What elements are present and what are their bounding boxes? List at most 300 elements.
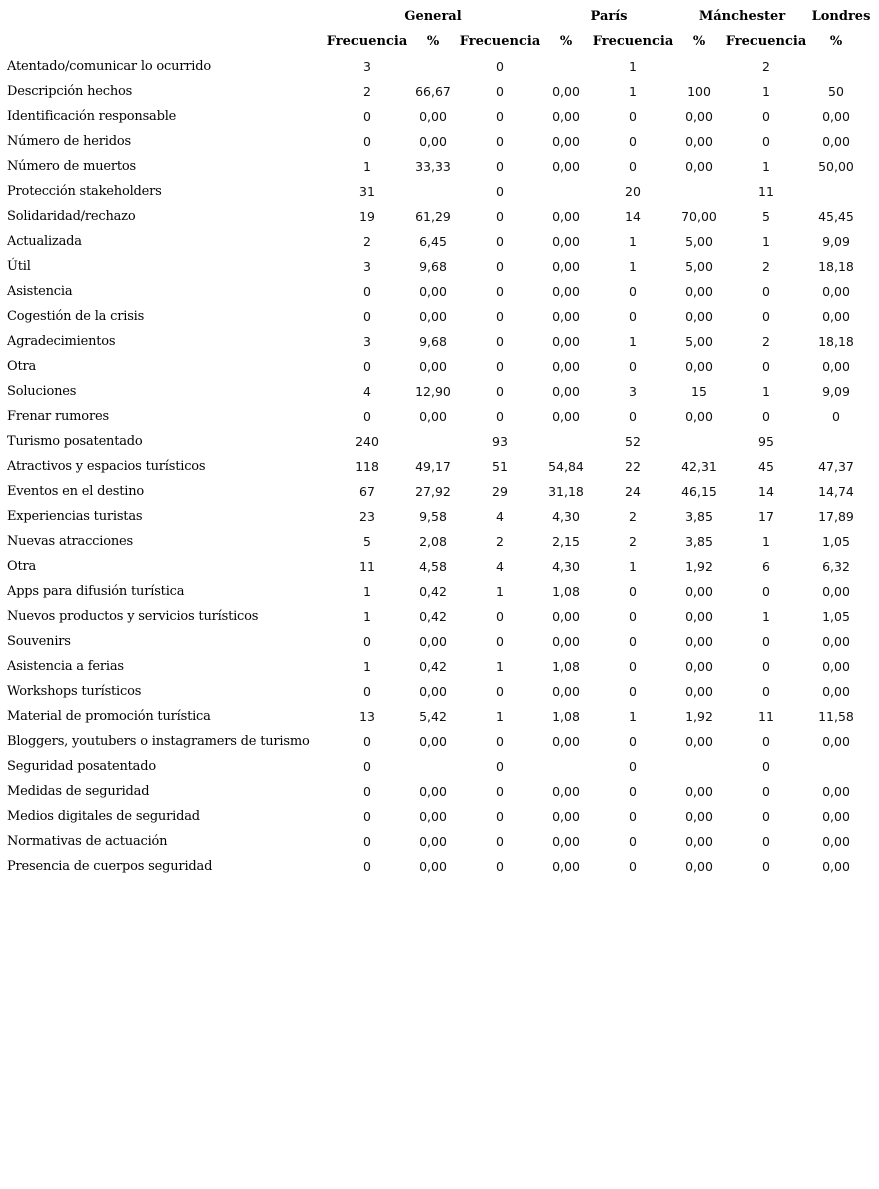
frequency-cell: 0 bbox=[363, 309, 371, 324]
group-header: Mánchester bbox=[698, 9, 786, 24]
row-label: Soluciones bbox=[7, 384, 77, 399]
frequency-cell: 0 bbox=[363, 634, 371, 649]
frequency-cell: 0 bbox=[363, 809, 371, 824]
frequency-cell: 31 bbox=[359, 184, 375, 199]
percent-cell: 0,00 bbox=[822, 309, 850, 324]
table-row bbox=[0, 684, 879, 709]
percent-cell: 9,09 bbox=[822, 384, 850, 399]
frequency-cell: 24 bbox=[625, 484, 641, 499]
frequency-cell: 0 bbox=[363, 784, 371, 799]
frequency-cell: 0 bbox=[363, 684, 371, 699]
table-row bbox=[0, 209, 879, 234]
frequency-cell: 51 bbox=[492, 459, 508, 474]
frequency-cell: 93 bbox=[492, 434, 508, 449]
percent-cell: 0,00 bbox=[685, 684, 713, 699]
percent-cell: 0,00 bbox=[685, 109, 713, 124]
frequency-cell: 0 bbox=[363, 834, 371, 849]
percent-cell: 0,00 bbox=[822, 809, 850, 824]
percent-cell: 100 bbox=[687, 84, 711, 99]
frequency-cell: 1 bbox=[496, 584, 504, 599]
frequency-cell: 0 bbox=[496, 609, 504, 624]
table-row bbox=[0, 134, 879, 159]
frequency-cell: 0 bbox=[629, 584, 637, 599]
frequency-cell: 0 bbox=[363, 359, 371, 374]
percent-cell: 0,00 bbox=[822, 134, 850, 149]
percent-cell: 0,00 bbox=[685, 359, 713, 374]
percent-cell: 0,00 bbox=[419, 309, 447, 324]
frequency-cell: 3 bbox=[629, 384, 637, 399]
row-label: Asistencia bbox=[7, 284, 73, 299]
frequency-cell: 29 bbox=[492, 484, 508, 499]
percent-cell: 0,00 bbox=[552, 284, 580, 299]
row-label: Nuevos productos y servicios turísticos bbox=[7, 609, 259, 624]
row-label: Otra bbox=[7, 359, 37, 374]
row-label: Workshops turísticos bbox=[7, 684, 142, 699]
frequency-cell: 0 bbox=[496, 309, 504, 324]
percent-cell: 0,00 bbox=[419, 784, 447, 799]
row-label: Número de muertos bbox=[7, 159, 137, 174]
row-label: Material de promoción turística bbox=[7, 709, 211, 724]
frequency-cell: 19 bbox=[359, 209, 375, 224]
percent-cell: 1,08 bbox=[552, 584, 580, 599]
frequency-cell: 0 bbox=[496, 759, 504, 774]
column-header: Frecuencia bbox=[725, 34, 807, 49]
percent-cell: 4,30 bbox=[552, 559, 580, 574]
percent-cell: 0,42 bbox=[419, 584, 447, 599]
frequency-cell: 0 bbox=[762, 284, 770, 299]
table-row bbox=[0, 509, 879, 534]
percent-cell: 0,42 bbox=[419, 609, 447, 624]
frequency-cell: 2 bbox=[762, 259, 770, 274]
percent-cell: 18,18 bbox=[818, 334, 854, 349]
frequency-cell: 0 bbox=[496, 384, 504, 399]
frequency-cell: 0 bbox=[762, 859, 770, 874]
frequency-cell: 1 bbox=[762, 84, 770, 99]
frequency-cell: 0 bbox=[496, 259, 504, 274]
table-row bbox=[0, 459, 879, 484]
frequency-cell: 0 bbox=[762, 659, 770, 674]
percent-cell: 11,58 bbox=[818, 709, 854, 724]
percent-cell: 0,00 bbox=[685, 784, 713, 799]
frequency-cell: 1 bbox=[629, 559, 637, 574]
frequency-cell: 3 bbox=[363, 259, 371, 274]
frequency-cell: 0 bbox=[496, 59, 504, 74]
percent-cell: 12,90 bbox=[415, 384, 451, 399]
frequency-cell: 0 bbox=[762, 734, 770, 749]
percent-cell: 1,92 bbox=[685, 559, 713, 574]
row-label: Actualizada bbox=[7, 234, 82, 249]
percent-cell: 1,08 bbox=[552, 709, 580, 724]
frequency-cell: 11 bbox=[758, 709, 774, 724]
percent-cell: 0,00 bbox=[552, 84, 580, 99]
frequency-cell: 0 bbox=[496, 784, 504, 799]
percent-cell: 0,00 bbox=[822, 834, 850, 849]
frequency-cell: 4 bbox=[496, 559, 504, 574]
percent-cell: 0,00 bbox=[419, 134, 447, 149]
percent-cell: 0,00 bbox=[419, 409, 447, 424]
frequency-cell: 11 bbox=[359, 559, 375, 574]
frequency-cell: 95 bbox=[758, 434, 774, 449]
percent-cell: 0,00 bbox=[685, 284, 713, 299]
row-label: Útil bbox=[7, 259, 31, 274]
frequency-cell: 0 bbox=[496, 209, 504, 224]
percent-cell: 0,00 bbox=[822, 859, 850, 874]
percent-cell: 0,00 bbox=[552, 159, 580, 174]
percent-cell: 2,15 bbox=[552, 534, 580, 549]
row-label: Eventos en el destino bbox=[7, 484, 145, 499]
percent-cell: 0,00 bbox=[419, 859, 447, 874]
percent-cell: 0,00 bbox=[419, 109, 447, 124]
percent-cell: 4,30 bbox=[552, 509, 580, 524]
percent-cell: 0,00 bbox=[419, 284, 447, 299]
row-label: Cogestión de la crisis bbox=[7, 309, 145, 324]
percent-cell: 0,00 bbox=[685, 134, 713, 149]
percent-cell: 0,00 bbox=[552, 309, 580, 324]
row-label: Atentado/comunicar lo ocurrido bbox=[7, 59, 211, 74]
percent-cell: 0,00 bbox=[822, 284, 850, 299]
table-row bbox=[0, 609, 879, 634]
frequency-cell: 1 bbox=[629, 59, 637, 74]
percent-cell: 0,00 bbox=[552, 384, 580, 399]
percent-cell: 3,85 bbox=[685, 534, 713, 549]
frequency-cell: 11 bbox=[758, 184, 774, 199]
table-row bbox=[0, 84, 879, 109]
frequency-cell: 0 bbox=[629, 109, 637, 124]
row-label: Bloggers, youtubers o instagramers de turismo bbox=[7, 734, 310, 749]
percent-cell: 0,00 bbox=[552, 734, 580, 749]
frequency-cell: 2 bbox=[629, 509, 637, 524]
table-row bbox=[0, 234, 879, 259]
percent-cell: 0,00 bbox=[419, 809, 447, 824]
frequency-cell: 23 bbox=[359, 509, 375, 524]
row-label: Normativas de actuación bbox=[7, 834, 168, 849]
percent-cell: 6,32 bbox=[822, 559, 850, 574]
percent-cell: 5,42 bbox=[419, 709, 447, 724]
frequency-cell: 0 bbox=[496, 84, 504, 99]
table-row bbox=[0, 659, 879, 684]
frequency-cell: 3 bbox=[363, 334, 371, 349]
table-row bbox=[0, 309, 879, 334]
table-row bbox=[0, 759, 879, 784]
frequency-cell: 1 bbox=[762, 384, 770, 399]
frequency-cell: 14 bbox=[625, 209, 641, 224]
frequency-cell: 1 bbox=[363, 584, 371, 599]
percent-cell: 0 bbox=[832, 409, 840, 424]
frequency-cell: 0 bbox=[496, 809, 504, 824]
row-label: Medios digitales de seguridad bbox=[7, 809, 200, 824]
row-label: Frenar rumores bbox=[7, 409, 109, 424]
frequency-cell: 0 bbox=[762, 684, 770, 699]
frequency-cell: 52 bbox=[625, 434, 641, 449]
row-label: Solidaridad/rechazo bbox=[7, 209, 136, 224]
frequency-cell: 0 bbox=[629, 784, 637, 799]
percent-cell: 0,00 bbox=[419, 634, 447, 649]
percent-cell: 0,00 bbox=[552, 134, 580, 149]
row-label: Presencia de cuerpos seguridad bbox=[7, 859, 213, 874]
percent-cell: 6,45 bbox=[419, 234, 447, 249]
group-header: General bbox=[404, 9, 462, 24]
table-row bbox=[0, 709, 879, 734]
row-label: Identificación responsable bbox=[7, 109, 177, 124]
frequency-cell: 2 bbox=[496, 534, 504, 549]
table-row bbox=[0, 109, 879, 134]
table-row bbox=[0, 284, 879, 309]
group-header: Londres bbox=[811, 9, 871, 24]
row-label: Souvenirs bbox=[7, 634, 71, 649]
frequency-cell: 13 bbox=[359, 709, 375, 724]
frequency-cell: 2 bbox=[762, 334, 770, 349]
frequency-cell: 22 bbox=[625, 459, 641, 474]
frequency-cell: 0 bbox=[629, 359, 637, 374]
frequency-cell: 240 bbox=[355, 434, 379, 449]
frequency-cell: 0 bbox=[496, 159, 504, 174]
table-row bbox=[0, 259, 879, 284]
frequency-cell: 0 bbox=[762, 784, 770, 799]
frequency-cell: 0 bbox=[629, 284, 637, 299]
percent-cell: 33,33 bbox=[415, 159, 451, 174]
frequency-cell: 0 bbox=[629, 809, 637, 824]
table-row bbox=[0, 59, 879, 84]
percent-cell: 0,00 bbox=[552, 109, 580, 124]
row-label: Apps para difusión turística bbox=[7, 584, 185, 599]
percent-cell: 0,00 bbox=[419, 734, 447, 749]
percent-cell: 15 bbox=[691, 384, 707, 399]
row-label: Turismo posatentado bbox=[7, 434, 143, 449]
percent-cell: 0,00 bbox=[822, 109, 850, 124]
percent-cell: 0,00 bbox=[552, 859, 580, 874]
table-row bbox=[0, 784, 879, 809]
frequency-cell: 1 bbox=[363, 159, 371, 174]
percent-cell: 0,00 bbox=[552, 684, 580, 699]
group-header: París bbox=[590, 9, 628, 24]
frequency-cell: 0 bbox=[363, 134, 371, 149]
percent-cell: 0,00 bbox=[822, 359, 850, 374]
percent-cell: 50 bbox=[828, 84, 844, 99]
frequency-cell: 0 bbox=[363, 409, 371, 424]
percent-cell: 0,00 bbox=[552, 209, 580, 224]
percent-cell: 0,00 bbox=[552, 334, 580, 349]
percent-cell: 5,00 bbox=[685, 259, 713, 274]
frequency-cell: 2 bbox=[629, 534, 637, 549]
row-label: Experiencias turistas bbox=[7, 509, 143, 524]
table-row bbox=[0, 734, 879, 759]
percent-cell: 49,17 bbox=[415, 459, 451, 474]
percent-cell: 5,00 bbox=[685, 334, 713, 349]
frequency-cell: 0 bbox=[363, 859, 371, 874]
table-row bbox=[0, 434, 879, 459]
frequency-cell: 6 bbox=[762, 559, 770, 574]
percent-cell: 0,00 bbox=[822, 784, 850, 799]
frequency-cell: 0 bbox=[496, 834, 504, 849]
table-row bbox=[0, 834, 879, 859]
table-row bbox=[0, 809, 879, 834]
column-header: Frecuencia bbox=[326, 34, 408, 49]
frequency-cell: 0 bbox=[762, 309, 770, 324]
percent-cell: 1,08 bbox=[552, 659, 580, 674]
frequency-cell: 0 bbox=[762, 809, 770, 824]
table-row bbox=[0, 159, 879, 184]
frequency-cell: 0 bbox=[496, 684, 504, 699]
frequency-cell: 0 bbox=[762, 834, 770, 849]
percent-cell: 0,00 bbox=[552, 784, 580, 799]
frequency-cell: 0 bbox=[496, 359, 504, 374]
percent-cell: 31,18 bbox=[548, 484, 584, 499]
frequency-cell: 0 bbox=[629, 609, 637, 624]
frequency-cell: 0 bbox=[496, 234, 504, 249]
frequency-cell: 1 bbox=[629, 334, 637, 349]
percent-cell: 9,68 bbox=[419, 259, 447, 274]
percent-cell: 50,00 bbox=[818, 159, 854, 174]
frequency-cell: 2 bbox=[363, 234, 371, 249]
frequency-cell: 0 bbox=[496, 334, 504, 349]
percent-cell: 0,42 bbox=[419, 659, 447, 674]
percent-cell: 0,00 bbox=[822, 684, 850, 699]
frequency-cell: 0 bbox=[762, 584, 770, 599]
percent-cell: 0,00 bbox=[685, 834, 713, 849]
table-row bbox=[0, 559, 879, 584]
frequency-cell: 0 bbox=[629, 759, 637, 774]
frequency-cell: 0 bbox=[363, 284, 371, 299]
frequency-cell: 0 bbox=[496, 109, 504, 124]
column-header: % bbox=[829, 34, 843, 49]
table-row bbox=[0, 584, 879, 609]
table-row bbox=[0, 359, 879, 384]
frequency-cell: 0 bbox=[496, 859, 504, 874]
frequency-cell: 5 bbox=[762, 209, 770, 224]
frequency-cell: 0 bbox=[363, 759, 371, 774]
column-header: % bbox=[559, 34, 573, 49]
percent-cell: 17,89 bbox=[818, 509, 854, 524]
percent-cell: 4,58 bbox=[419, 559, 447, 574]
frequency-cell: 45 bbox=[758, 459, 774, 474]
row-label: Atractivos y espacios turísticos bbox=[7, 459, 206, 474]
table-row bbox=[0, 334, 879, 359]
frequency-cell: 1 bbox=[762, 159, 770, 174]
percent-cell: 61,29 bbox=[415, 209, 451, 224]
row-label: Agradecimientos bbox=[7, 334, 116, 349]
frequency-cell: 67 bbox=[359, 484, 375, 499]
frequency-cell: 0 bbox=[629, 859, 637, 874]
frequency-cell: 1 bbox=[762, 534, 770, 549]
frequency-cell: 0 bbox=[762, 134, 770, 149]
frequency-cell: 1 bbox=[629, 709, 637, 724]
percent-cell: 9,68 bbox=[419, 334, 447, 349]
frequency-cell: 0 bbox=[496, 409, 504, 424]
percent-cell: 0,00 bbox=[685, 609, 713, 624]
frequency-cell: 1 bbox=[363, 659, 371, 674]
row-label: Número de heridos bbox=[7, 134, 131, 149]
frequency-cell: 4 bbox=[496, 509, 504, 524]
percent-cell: 0,00 bbox=[552, 359, 580, 374]
percent-cell: 0,00 bbox=[552, 809, 580, 824]
frequency-cell: 1 bbox=[762, 609, 770, 624]
frequency-cell: 1 bbox=[629, 84, 637, 99]
frequency-cell: 0 bbox=[762, 109, 770, 124]
frequency-cell: 0 bbox=[496, 734, 504, 749]
percent-cell: 0,00 bbox=[419, 684, 447, 699]
row-label: Nuevas atracciones bbox=[7, 534, 133, 549]
frequency-cell: 2 bbox=[762, 59, 770, 74]
percent-cell: 0,00 bbox=[419, 359, 447, 374]
percent-cell: 54,84 bbox=[548, 459, 584, 474]
frequency-cell: 20 bbox=[625, 184, 641, 199]
frequency-cell: 0 bbox=[762, 634, 770, 649]
frequency-cell: 0 bbox=[762, 409, 770, 424]
percent-cell: 0,00 bbox=[685, 809, 713, 824]
frequency-cell: 0 bbox=[629, 634, 637, 649]
percent-cell: 9,58 bbox=[419, 509, 447, 524]
table-row bbox=[0, 409, 879, 434]
percent-cell: 0,00 bbox=[552, 259, 580, 274]
frequency-cell: 0 bbox=[496, 284, 504, 299]
row-label: Descripción hechos bbox=[7, 84, 133, 99]
row-label: Seguridad posatentado bbox=[7, 759, 156, 774]
table-row bbox=[0, 184, 879, 209]
percent-cell: 0,00 bbox=[685, 309, 713, 324]
frequency-cell: 0 bbox=[762, 359, 770, 374]
percent-cell: 0,00 bbox=[822, 584, 850, 599]
percent-cell: 2,08 bbox=[419, 534, 447, 549]
frequency-cell: 0 bbox=[496, 134, 504, 149]
percent-cell: 0,00 bbox=[685, 159, 713, 174]
frequency-cell: 1 bbox=[762, 234, 770, 249]
frequency-cell: 0 bbox=[629, 134, 637, 149]
frequency-cell: 118 bbox=[355, 459, 379, 474]
percent-cell: 9,09 bbox=[822, 234, 850, 249]
percent-cell: 0,00 bbox=[419, 834, 447, 849]
percent-cell: 0,00 bbox=[685, 584, 713, 599]
percent-cell: 47,37 bbox=[818, 459, 854, 474]
row-label: Medidas de seguridad bbox=[7, 784, 150, 799]
table-row bbox=[0, 534, 879, 559]
percent-cell: 0,00 bbox=[685, 859, 713, 874]
frequency-cell: 0 bbox=[762, 759, 770, 774]
percent-cell: 66,67 bbox=[415, 84, 451, 99]
percent-cell: 0,00 bbox=[685, 634, 713, 649]
percent-cell: 45,45 bbox=[818, 209, 854, 224]
table-row bbox=[0, 484, 879, 509]
percent-cell: 27,92 bbox=[415, 484, 451, 499]
percent-cell: 0,00 bbox=[552, 634, 580, 649]
percent-cell: 14,74 bbox=[818, 484, 854, 499]
frequency-cell: 4 bbox=[363, 384, 371, 399]
percent-cell: 0,00 bbox=[685, 659, 713, 674]
percent-cell: 18,18 bbox=[818, 259, 854, 274]
column-header: % bbox=[692, 34, 706, 49]
frequency-cell: 0 bbox=[629, 159, 637, 174]
frequency-cell: 0 bbox=[496, 184, 504, 199]
frequency-cell: 0 bbox=[629, 409, 637, 424]
percent-cell: 70,00 bbox=[681, 209, 717, 224]
percent-cell: 0,00 bbox=[685, 409, 713, 424]
frequency-cell: 0 bbox=[363, 109, 371, 124]
frequency-cell: 1 bbox=[629, 259, 637, 274]
percent-cell: 42,31 bbox=[681, 459, 717, 474]
frequency-cell: 14 bbox=[758, 484, 774, 499]
frequency-cell: 0 bbox=[363, 734, 371, 749]
frequency-cell: 0 bbox=[496, 634, 504, 649]
percent-cell: 5,00 bbox=[685, 234, 713, 249]
frequency-cell: 2 bbox=[363, 84, 371, 99]
row-label: Otra bbox=[7, 559, 37, 574]
percent-cell: 1,92 bbox=[685, 709, 713, 724]
frequency-cell: 0 bbox=[629, 309, 637, 324]
percent-cell: 46,15 bbox=[681, 484, 717, 499]
frequency-cell: 1 bbox=[496, 709, 504, 724]
frequency-cell: 0 bbox=[629, 834, 637, 849]
frequency-cell: 1 bbox=[629, 234, 637, 249]
table-row bbox=[0, 859, 879, 884]
